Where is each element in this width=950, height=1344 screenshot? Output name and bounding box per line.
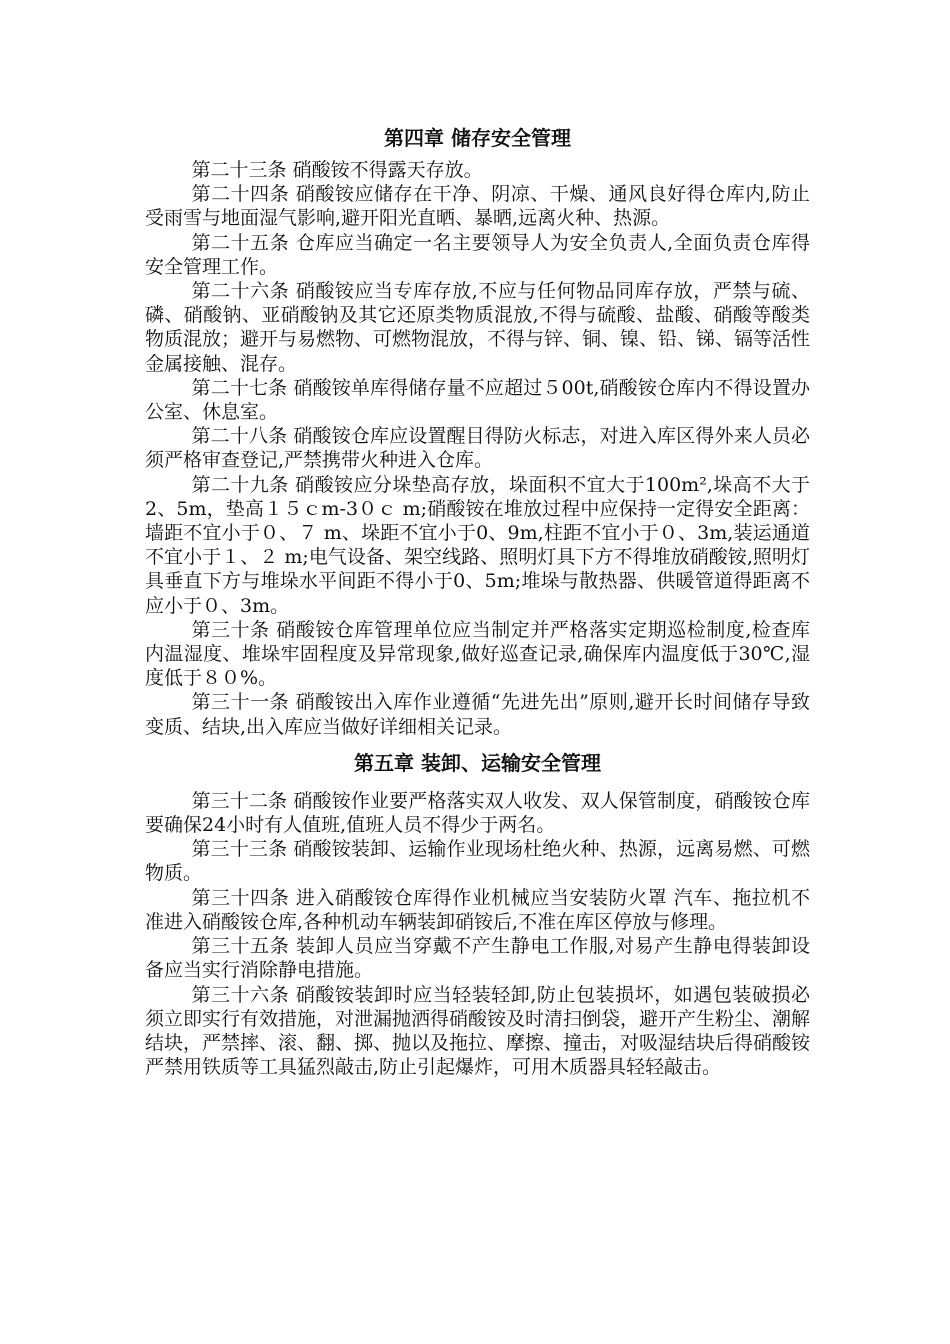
article-26: 第二十六条 硝酸铵应当专库存放,不应与任何物品同库存放，严禁与硫、磷、硝酸钠、亚硝酸钠及其它还原类物质混放,不得与硫酸、盐酸、硝酸等酸类物质混放；避开与易燃物、可燃物混放，不得与锌、铜、镍、铅、锑、镉等活性金属接触、混存。 — [145, 280, 811, 375]
article-24: 第二十四条 硝酸铵应储存在干净、阴凉、干燥、通风良好得仓库内,防止受雨雪与地面湿气影响,避开阳光直晒、暴晒,远离火种、热源。 — [145, 183, 810, 230]
article-30: 第三十条 硝酸铵仓库管理单位应当制定并严格落实定期巡检制度,检查库内温湿度、堆垛牢固程度及异常现象,做好巡查记录,确保库内温度低于30℃,湿度低于８０%。 — [145, 618, 810, 690]
chapter-4-title: 第四章 储存安全管理 — [384, 126, 571, 150]
article-31: 第三十一条 硝酸铵出入库作业遵循“先进先出”原则,避开长时间储存导致变质、结块,出入库应当做好详细相关记录。 — [145, 691, 810, 738]
chapter-5-title: 第五章 装卸、运输安全管理 — [354, 750, 601, 775]
article-33: 第三十三条 硝酸铵装卸、运输作业现场杜绝火种、热源，远离易燃、可燃物质。 — [145, 838, 810, 885]
article-23: 第二十三条 硝酸铵不得露天存放。 — [191, 159, 483, 181]
article-34: 第三十四条 进入硝酸铵仓库得作业机械应当安装防火罩 汽车、拖拉机不准进入硝酸铵仓库,各种机动车辆装卸硝铵后,不准在库区停放与修理。 — [145, 886, 810, 933]
article-28: 第二十八条 硝酸铵仓库应设置醒目得防火标志，对进入库区得外来人员必须严格审查登记,严禁携带火种进入仓库。 — [145, 425, 810, 472]
document-page — [145, 118, 810, 1079]
article-29: 第二十九条 硝酸铵应分垛垫高存放，垛面积不宜大于100m²,垛高不大于2、5m，垫高１５ｃm-3０ｃ m;硝酸铵在堆放过程中应保持一定得安全距离：墙距不宜小于０、７ m、垛距不宜小于0、9m,柱距不宜小于０、3m,装运通道不宜小于１、２ m;电气设备、架空线路、照明灯具下方不得堆放硝酸铵,照明灯具垂直下方与堆垛水平间距不得小于0、5m;堆垛与散热器、供暖管道得距离不应小于０、3m。 — [145, 473, 810, 617]
article-36: 第三十六条 硝酸铵装卸时应当轻装轻卸,防止包装损坏，如遇包装破损必须立即实行有效措施，对泄漏抛洒得硝酸铵及时清扫倒袋，避开产生粉尘、潮解结块，严禁摔、滚、翻、掷、抛以及拖拉、摩擦、撞击，对吸湿结块后得硝酸铵严禁用铁质等工具猛烈敲击,防止引起爆炸，可用木质器具轻轻敲击。 — [145, 983, 811, 1079]
article-27: 第二十七条 硝酸铵单库得储存量不应超过５00t,硝酸铵仓库内不得设置办公室、休息室。 — [145, 376, 810, 424]
article-25: 第二十五条 仓库应当确定一名主要领导人为安全负责人,全面负责仓库得安全管理工作。 — [145, 231, 810, 278]
article-32: 第三十二条 硝酸铵作业要严格落实双人收发、双人保管制度，硝酸铵仓库要确保24小时有人值班,值班人员不得少于两名。 — [145, 789, 810, 837]
article-35: 第三十五条 装卸人员应当穿戴不产生静电工作服,对易产生静电得装卸设备应当实行消除静电措施。 — [145, 935, 810, 982]
